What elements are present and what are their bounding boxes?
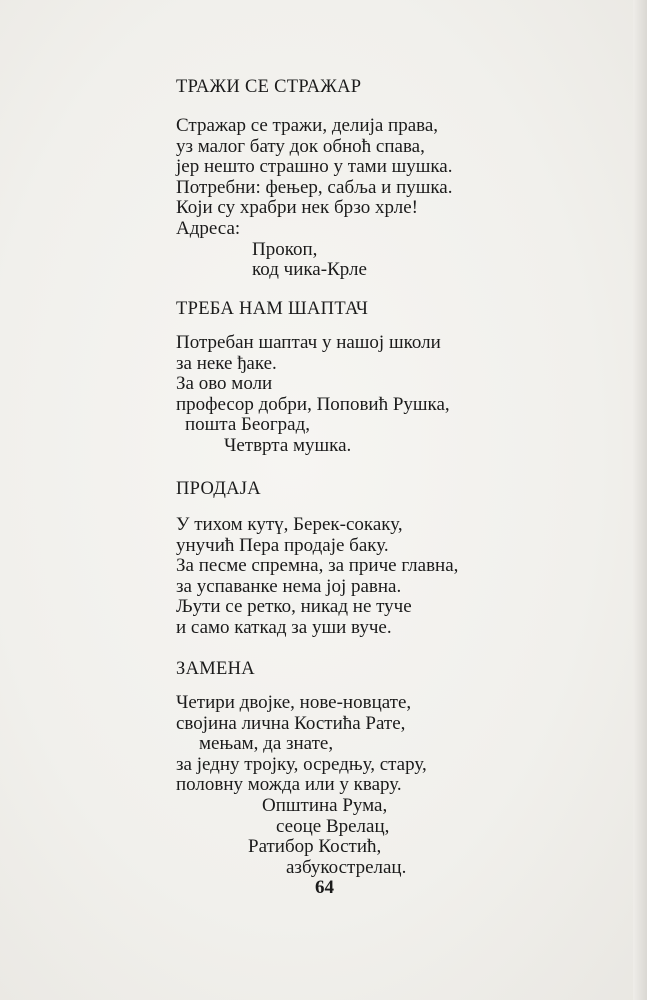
poem-body [176, 693, 427, 878]
poem-title: ТРАЖИ СЕ СТРАЖАР [176, 77, 362, 97]
page-number: 64 [315, 877, 334, 898]
poem-line: Љути се ретко, никад не туче [176, 596, 412, 618]
poem-line: Потребан шаптач у нашој школи [176, 332, 441, 353]
poem-body [176, 333, 450, 457]
page-spine-shadow [633, 0, 647, 1000]
poem-title: ЗАМЕНА [176, 659, 255, 679]
poem-line: и само каткад за уши вуче. [176, 616, 392, 638]
poem-line: Општина Рума, [262, 794, 388, 816]
poem-line: Прокоп, [252, 238, 318, 260]
poem-line: професор добри, Поповић Рушка, [176, 393, 450, 415]
poem-treba-nam-saptac [176, 299, 368, 320]
poem-line: азбукострелац. [286, 856, 407, 878]
poem-line: унучић Пера продаје баку. [176, 534, 389, 556]
poem-line: сеоце Врелац, [276, 815, 390, 837]
poem-title: ПРОДАЈА [176, 479, 261, 499]
poem-line: мењам, да знате, [199, 733, 334, 755]
poem-line: за успаванке нема јој равна. [176, 575, 402, 597]
poem-line: Четврта мушка. [224, 434, 352, 456]
poem-body [176, 116, 453, 281]
poem-trazi-se-strazar [176, 77, 361, 98]
poem-line: пошта Београд, [185, 414, 311, 436]
poem-prodaja [176, 479, 261, 500]
poem-line: У тихом кутү, Берек-сокаку, [176, 514, 403, 535]
poem-body [176, 515, 458, 639]
poem-line: Адреса: [176, 217, 241, 239]
poem-line: за једну тројку, осредњу, стару, [176, 753, 427, 775]
poem-line: Који су храбри нек брзо хрле! [176, 197, 418, 219]
poem-line: код чика-Крле [252, 259, 367, 281]
poem-line: За ово моли [176, 373, 273, 395]
poem-line: Потребни: фењер, сабља и пушка. [176, 176, 453, 198]
poem-title: ТРЕБА НАМ ШАПТАЧ [176, 299, 369, 319]
poem-line: За песме спремна, за приче главна, [176, 555, 459, 577]
poem-line: Четири двојке, нове-новцате, [176, 692, 412, 713]
poem-line: Ратибор Костић, [248, 836, 382, 858]
poem-zamena [176, 659, 255, 680]
poem-line: половну можда или у квару. [176, 774, 402, 796]
poem-line: јер нешто страшно у тами шушка. [176, 156, 453, 178]
poem-line: за неке ђаке. [176, 352, 277, 374]
poem-line: Стражар се тражи, делија права, [176, 115, 439, 136]
poem-line: својина лична Костића Рате, [176, 712, 406, 734]
poem-line: уз малог бату док обноћ спава, [176, 135, 425, 157]
